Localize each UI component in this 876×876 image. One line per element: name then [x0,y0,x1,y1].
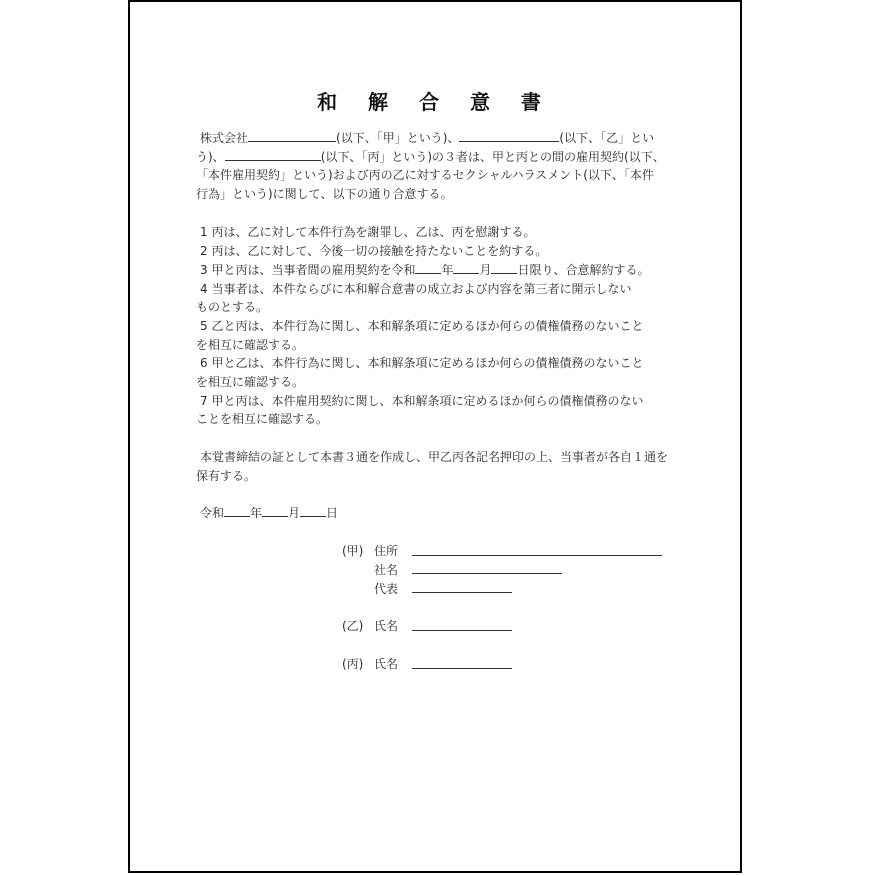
clause-7-line-1: 7 甲と丙は、本件雇用契約に関し、本和解条項に定めるほか何らの債権債務のない [200,394,644,408]
address-label: 住所 [374,544,399,558]
blank-year [415,261,441,274]
preamble-line-2 [196,148,665,166]
party-b-name-label: 氏名 [374,619,399,633]
clause-4-line-2: ものとする。 [196,300,269,314]
date-day-label: 日 [326,506,339,520]
clause-text: 月 [479,263,492,277]
address-signature-line [412,555,662,556]
document-page [128,0,742,873]
party-b-label: (乙) [342,619,364,633]
blank-day [491,261,517,274]
blank-date-day [300,504,326,517]
preamble-line-4: 行為」という)に関して、以下の通り合意する。 [196,187,453,201]
party-c-name-label: 氏名 [374,657,399,671]
date-year-label: 年 [250,506,263,520]
signing-date [200,504,338,522]
preamble-text: (以下、「丙」という)の３者は、甲と丙との間の雇用契約(以下、 [320,150,665,164]
preamble-line-3: 「本件雇用契約」という)および丙の乙に対するセクシャルハラスメント(以下、「本件 [196,168,654,182]
clause-6-line-1: 6 甲と乙は、本件行為に関し、本和解条項に定めるほか何らの債権債務のないこと [200,356,644,370]
preamble-text: 株式会社 [200,131,249,145]
closing-line-2: 保有する。 [196,469,257,483]
party-b-signature-line [412,630,512,631]
preamble-text: う)、 [196,150,225,164]
party-a-label: (甲) [342,544,364,558]
blank-date-year [224,504,250,517]
date-era: 令和 [200,506,225,520]
clause-1: 1 丙は、乙に対して本件行為を謝罪し、乙は、丙を慰謝する。 [200,225,536,239]
clause-2: 2 丙は、乙に対して、今後一切の接触を持たないことを約する。 [200,244,548,258]
preamble-text: (以下、「甲」という)、 [336,131,460,145]
clause-text: 日限り、合意解約する。 [517,263,650,277]
clause-4-line-1: 4 当事者は、本件ならびに本和解合意書の成立および内容を第三者に開示しない [200,282,632,296]
clause-text: 3 甲と丙は、当事者間の雇用契約を令和 [200,263,416,277]
representative-signature-line [412,592,512,593]
representative-label: 代表 [374,582,399,596]
date-month-label: 月 [288,506,301,520]
preamble-line-1 [200,129,654,147]
blank-month [453,261,479,274]
blank-party-c [225,148,321,161]
blank-party-b [459,129,559,142]
document-title: 和 解 合 意 書 [317,90,553,114]
clause-5-line-1: 5 乙と丙は、本件行為に関し、本和解条項に定めるほか何らの債権債務のないこと [200,319,644,333]
clause-text: 年 [441,263,454,277]
blank-company-a [248,129,336,142]
blank-date-month [262,504,288,517]
closing-line-1: 本覚書締結の証として本書３通を作成し、甲乙丙各記名押印の上、当事者が各自１通を [200,450,669,464]
clause-3 [200,261,650,279]
preamble-text: (以下、「乙」とい [559,131,655,145]
company-label: 社名 [374,563,399,577]
party-c-signature-line [412,668,512,669]
clause-5-line-2: を相互に確認する。 [196,338,305,352]
clause-7-line-2: ことを相互に確認する。 [196,412,329,426]
party-c-label: (丙) [342,657,364,671]
clause-6-line-2: を相互に確認する。 [196,375,305,389]
company-signature-line [412,573,562,574]
